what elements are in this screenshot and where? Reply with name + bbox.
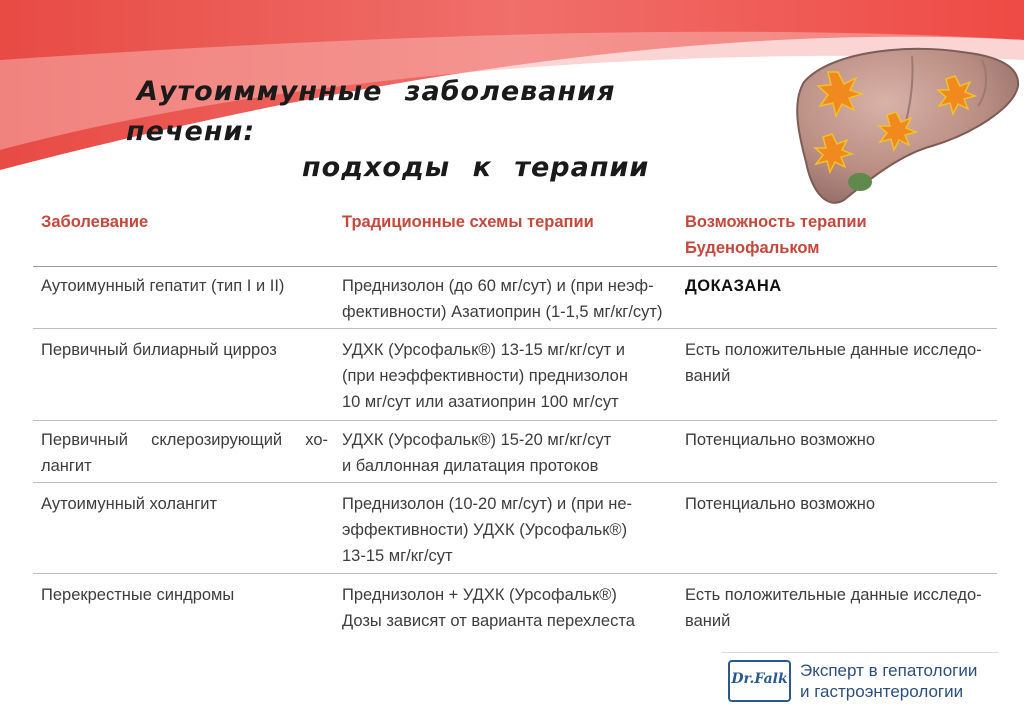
header-budenofalk-line-2: Буденофальком	[685, 239, 820, 257]
therapy-cell	[342, 337, 685, 420]
possibility-text: Есть положительные данные исследо-	[685, 341, 982, 359]
slogan-line-2: и гастроэнтерологии	[800, 682, 964, 701]
disease-cell	[33, 491, 342, 573]
table-header-row	[33, 203, 997, 267]
header-disease: Заболевание	[41, 213, 149, 231]
therapy-text: эффективности) УДХК (Урсофальк®)	[342, 521, 628, 539]
possibility-text: Потенциально возможно	[685, 495, 876, 513]
possibility-cell	[685, 337, 997, 420]
table-row	[33, 483, 997, 574]
disease-text: Первичный билиарный цирроз	[41, 341, 277, 359]
therapy-cell	[342, 273, 685, 328]
possibility-text: ваний	[685, 612, 731, 630]
title-line-1: Аутоиммунные заболевания	[137, 76, 616, 107]
therapy-text: 10 мг/сут или азатиоприн 100 мг/сут	[342, 393, 619, 411]
header-budenofalk	[685, 209, 997, 266]
possibility-cell	[685, 491, 997, 573]
possibility-text: ваний	[685, 367, 731, 385]
slogan-line-1: Эксперт в гепатологии	[800, 661, 978, 680]
disease-text: Аутоимунный гепатит (тип I и II)	[41, 277, 285, 295]
disease-text: лангит	[41, 457, 92, 475]
therapy-table	[33, 203, 997, 638]
footer-divider	[722, 652, 998, 653]
table-row	[33, 421, 997, 483]
table-row	[33, 267, 997, 329]
therapy-cell	[342, 427, 685, 482]
therapy-text: Преднизолон + УДХК (Урсофальк®)	[342, 586, 617, 604]
therapy-text: Преднизолон (до 60 мг/сут) и (при неэф-	[342, 277, 654, 295]
table-row	[33, 574, 997, 638]
possibility-cell	[685, 582, 997, 638]
therapy-text: 13-15 мг/кг/сут	[342, 547, 453, 565]
therapy-cell	[342, 491, 685, 573]
therapy-text: Преднизолон (10-20 мг/сут) и (при не-	[342, 495, 633, 513]
disease-text: Аутоимунный холангит	[41, 495, 218, 513]
possibility-text: ДОКАЗАНА	[685, 277, 782, 295]
logo-text: Dr.Falk	[731, 671, 788, 687]
therapy-text: УДХК (Урсофальк®) 15-20 мг/кг/сут	[342, 431, 612, 449]
possibility-text: Есть положительные данные исследо-	[685, 586, 982, 604]
possibility-cell	[685, 427, 997, 482]
disease-cell	[33, 273, 342, 328]
possibility-cell	[685, 273, 997, 328]
title-line-3: подходы к терапии	[302, 152, 650, 183]
header-traditional-text: Традиционные схемы терапии	[342, 213, 594, 231]
liver-illustration	[792, 42, 1022, 212]
expert-slogan	[800, 660, 977, 702]
therapy-cell	[342, 582, 685, 638]
therapy-text: фективности) Азатиоприн (1-1,5 мг/кг/сут)	[342, 303, 663, 321]
disease-text: Первичный склерозирующий хо-	[41, 431, 328, 449]
disease-text: Перекрестные синдромы	[41, 586, 235, 604]
table-row	[33, 329, 997, 421]
header-traditional	[342, 209, 685, 266]
disease-cell	[33, 582, 342, 638]
header-budenofalk-line-1: Возможность терапии	[685, 213, 867, 231]
disease-cell	[33, 427, 342, 482]
title-line-2: печени:	[126, 116, 256, 147]
therapy-text: Дозы зависят от варианта перехлеста	[342, 612, 635, 630]
disease-cell	[33, 337, 342, 420]
therapy-text: и баллонная дилатация протоков	[342, 457, 599, 475]
therapy-text: УДХК (Урсофальк®) 13-15 мг/кг/сут и	[342, 341, 625, 359]
drfalk-logo	[728, 660, 791, 702]
possibility-text: Потенциально возможно	[685, 431, 876, 449]
therapy-text: (при неэффективности) преднизолон	[342, 367, 628, 385]
